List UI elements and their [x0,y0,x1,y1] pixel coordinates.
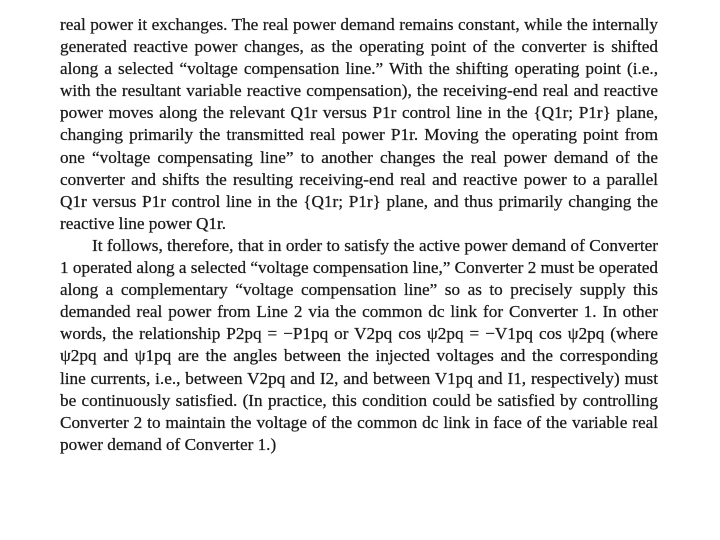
paragraph-1: real power it exchanges. The real power demand remains constant, while the internally generated reactive power changes, as the operating point of the converter is shifted along a selected “voltage compensation line.” With the shifting operating point (i.e., with the resultant variable reactive compensation), the receiving-end real and reactive power moves along the relevant Q1r versus P1r control line in the {Q1r; P1r} plane, changing primarily the transmitted real power P1r. Moving the operating point from one “voltage compensating line” to another changes the real power demand of the converter and shifts the resulting receiving-end real and reactive power to a parallel Q1r versus P1r control line in the {Q1r; P1r} plane, and thus primarily changing the reactive line power Q1r. [60,15,658,233]
body-text [60,14,658,456]
paragraph-2: It follows, therefore, that in order to satisfy the active power demand of Converter 1 operated along a selected “voltage compensation line,” Converter 2 must be operated along a complementary “voltage compensation line” so as to precisely supply this demanded real power from Line 2 via the common dc link for Converter 1. In other words, the relationship P2pq = −P1pq or V2pq cos ψ2pq = −V1pq cos ψ2pq (where ψ2pq and ψ1pq are the angles between the injected voltages and the corresponding line currents, i.e., between V2pq and I2, and between V1pq and I1, respectively) must be continuously satisfied. (In practice, this condition could be satisfied by controlling Converter 2 to maintain the voltage of the common dc link in face of the variable real power demand of Converter 1.) [60,235,658,454]
